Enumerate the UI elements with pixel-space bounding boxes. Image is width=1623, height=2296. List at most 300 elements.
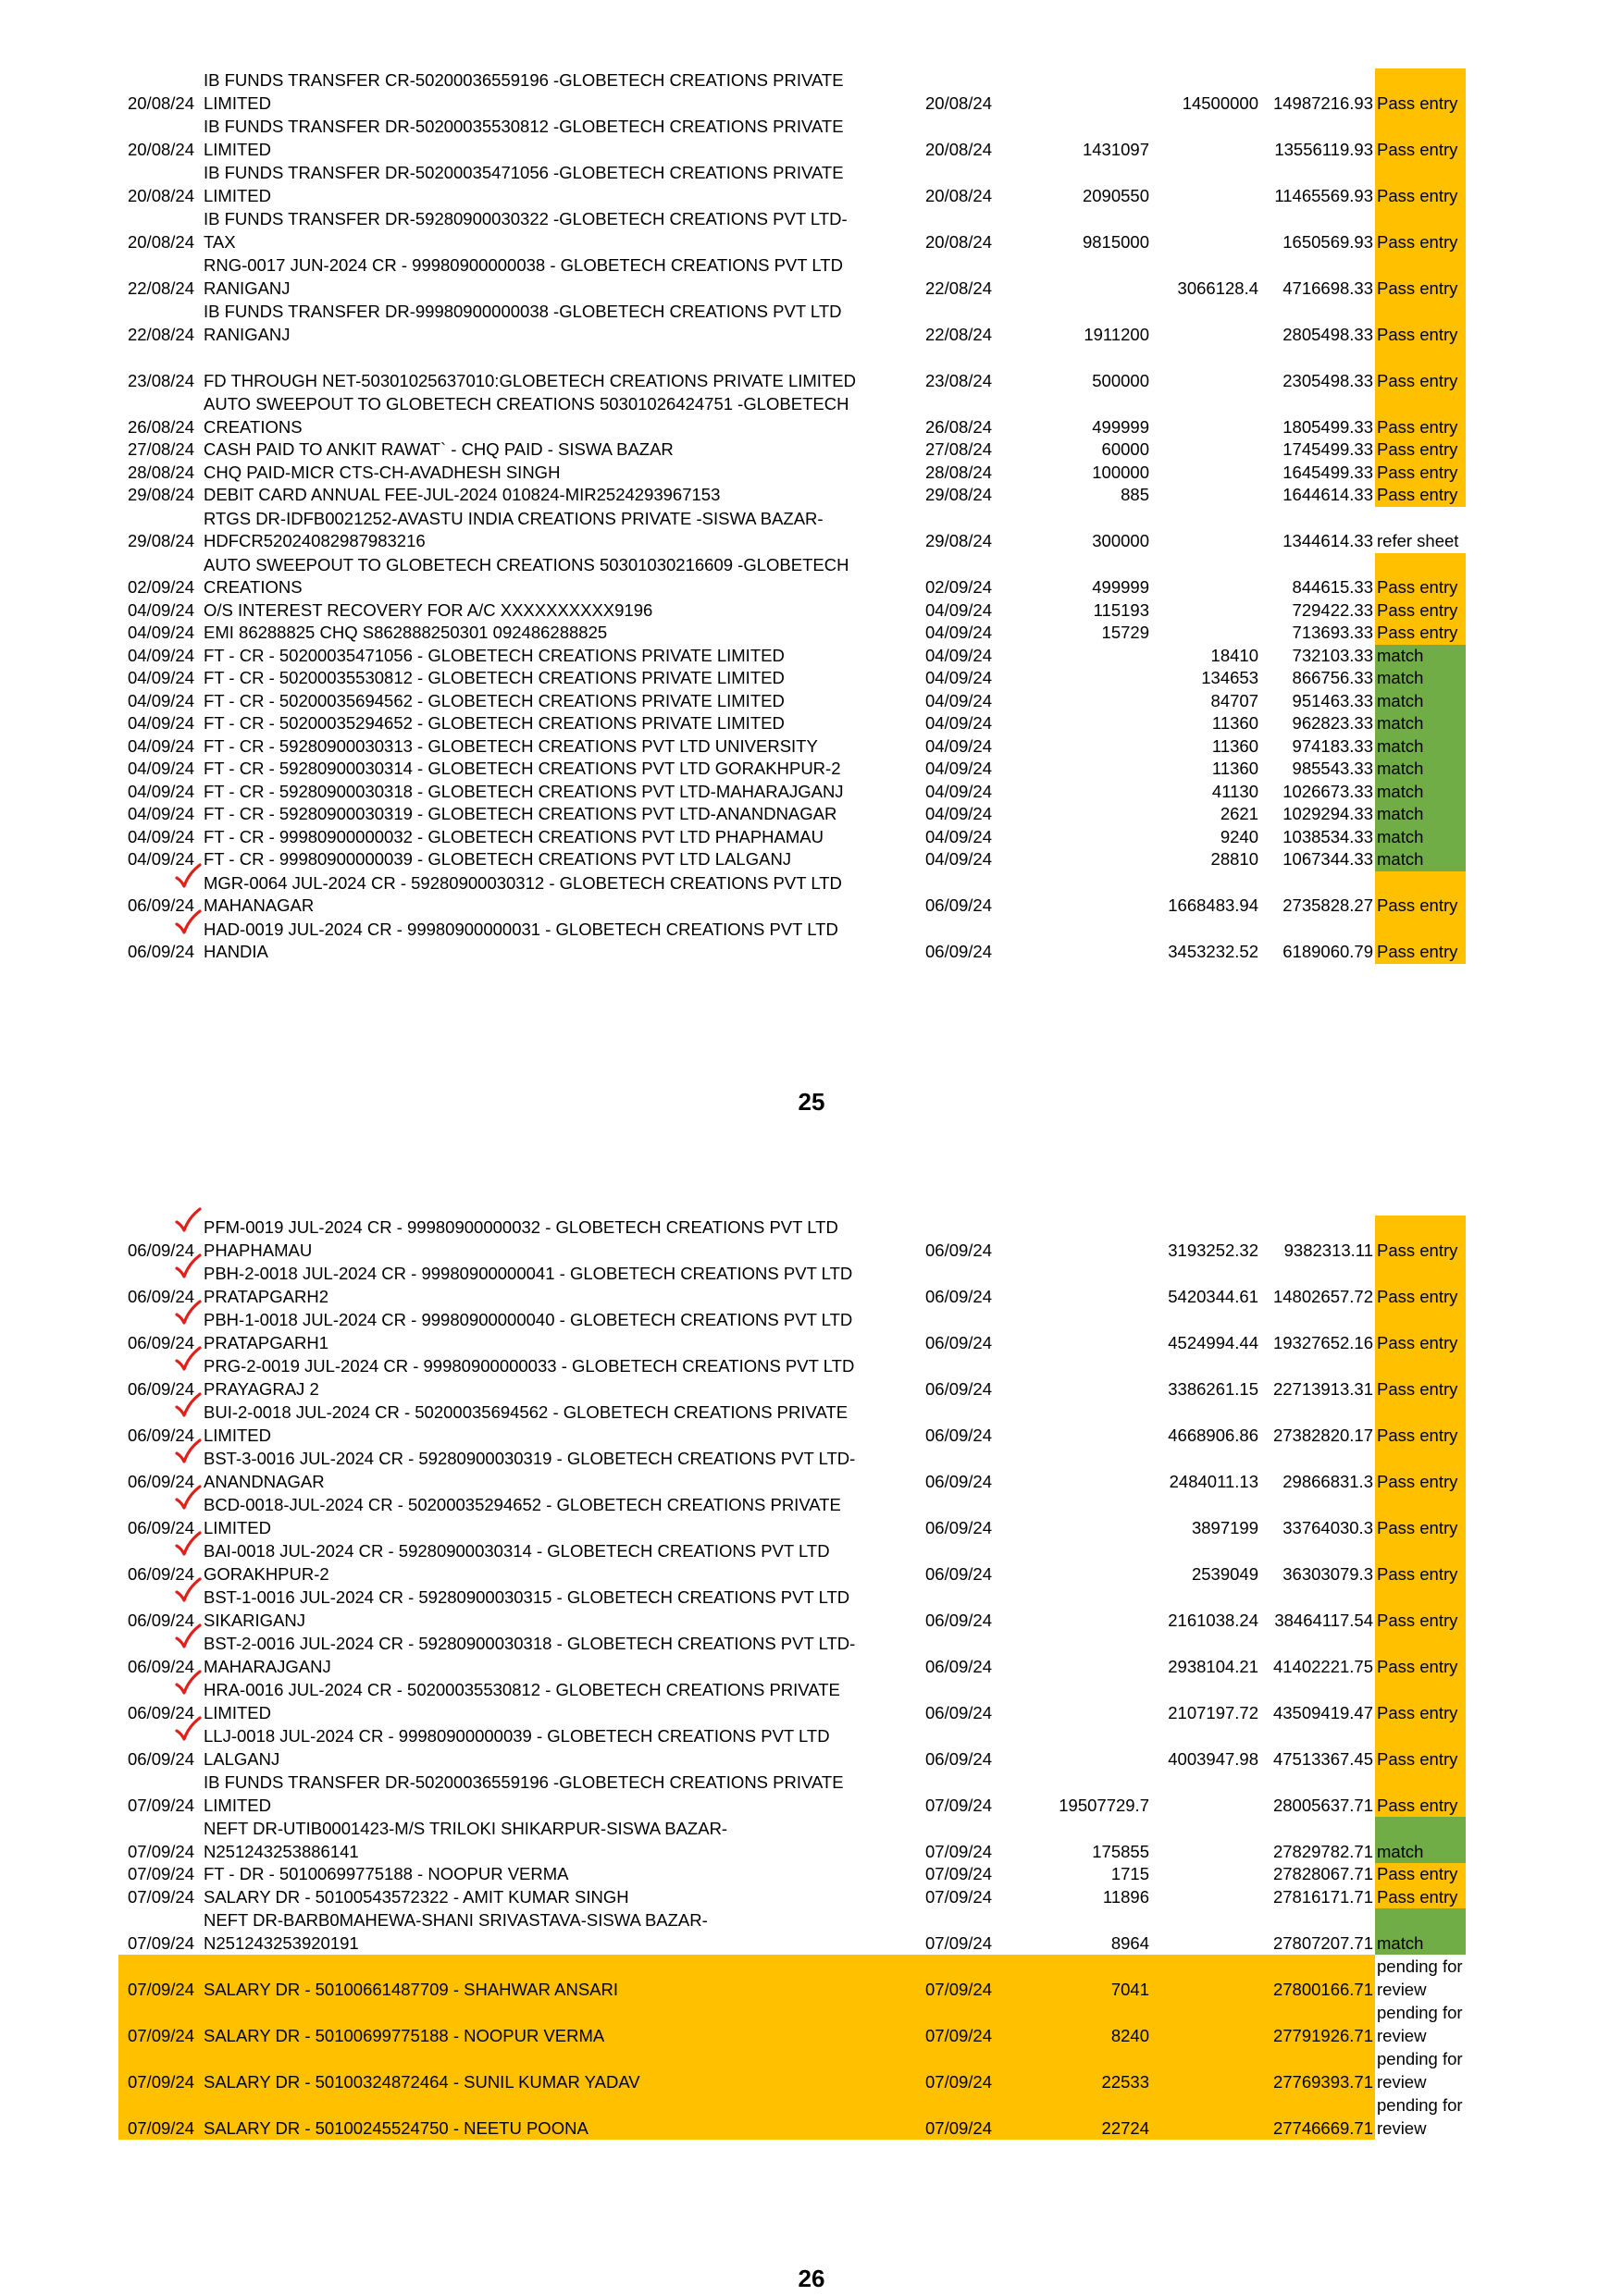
txn-description [204, 346, 1036, 392]
balance-amount: 11465569.93 [1274, 185, 1373, 205]
txn-description [204, 1724, 1036, 1771]
credit-amount [1149, 1795, 1258, 1818]
statement-row [118, 848, 1466, 871]
balance-amount: 43509419.47 [1272, 1702, 1373, 1722]
page-number: 26 [798, 2265, 825, 2292]
txn-description-line: IB FUNDS TRANSFER DR-50200035530812 -GLOBETECH CREATIONS PRIVATE [204, 117, 844, 136]
credit-amount [1149, 622, 1258, 645]
debit-amount: 2090550 [1082, 185, 1149, 205]
txn-date: 04/09/24 [127, 735, 194, 756]
statement-row [118, 161, 1466, 207]
status-label-line: pending for [1377, 2095, 1463, 2115]
status-label-line: review [1377, 2025, 1427, 2045]
statement-row [118, 712, 1466, 735]
status-label-line: Pass entry [1377, 185, 1458, 205]
status-label [1375, 392, 1466, 438]
status-label [1375, 1308, 1466, 1354]
debit-amount [1055, 781, 1149, 804]
statement-row [118, 253, 1466, 300]
value-date: 06/09/24 [925, 1656, 993, 1676]
balance-amount: 36303079.3 [1282, 1563, 1373, 1584]
value-date: 06/09/24 [925, 1471, 993, 1491]
value-date: 23/08/24 [925, 370, 993, 390]
status-label [1375, 300, 1466, 346]
txn-description [204, 735, 1036, 759]
value-date: 20/08/24 [925, 231, 993, 252]
txn-description-line: O/S INTEREST RECOVERY FOR A/C XXXXXXXXXX9196 [204, 599, 653, 620]
balance-amount: 974183.33 [1292, 735, 1373, 756]
txn-date: 06/09/24 [127, 1332, 194, 1352]
value-date: 27/08/24 [925, 439, 993, 459]
credit-amount: 2539049 [1191, 1563, 1258, 1584]
statement-row [118, 115, 1466, 161]
status-label [1375, 622, 1466, 645]
value-date: 06/09/24 [925, 1748, 993, 1769]
txn-description-line: CREATIONS [204, 416, 303, 437]
balance-amount: 33764030.3 [1282, 1517, 1373, 1537]
statement-row [118, 758, 1466, 781]
txn-description-line: IB FUNDS TRANSFER DR-59280900030322 -GLOBETECH CREATIONS PVT LTD- [204, 209, 848, 228]
txn-description [204, 918, 1036, 964]
value-date: 22/08/24 [925, 324, 993, 344]
debit-amount: 60000 [1101, 439, 1149, 459]
txn-description [204, 68, 1036, 115]
credit-amount: 3066128.4 [1177, 278, 1258, 298]
value-date: 29/08/24 [925, 531, 993, 550]
value-date: 04/09/24 [925, 599, 993, 620]
credit-amount: 2938104.21 [1168, 1656, 1258, 1676]
txn-description [204, 667, 1036, 690]
txn-description-line: HDFCR52024082987983216 [204, 531, 426, 550]
red-checkmark-icon [174, 1669, 202, 1697]
txn-description [204, 803, 1036, 826]
debit-amount: 7041 [1110, 1979, 1149, 1999]
status-label-line: Pass entry [1377, 1425, 1458, 1445]
txn-description [204, 392, 1036, 438]
status-label-line: Pass entry [1377, 1332, 1458, 1352]
txn-date: 07/09/24 [127, 2071, 194, 2092]
statement-row [118, 803, 1466, 826]
debit-amount [1055, 667, 1149, 690]
txn-description [204, 1908, 1036, 1955]
status-label-line: Pass entry [1377, 577, 1458, 597]
debit-amount [1055, 1702, 1149, 1725]
status-label-line: Pass entry [1377, 1864, 1458, 1883]
value-date: 07/09/24 [925, 2071, 993, 2092]
status-label [1375, 712, 1466, 735]
statement-row [118, 1447, 1466, 1493]
status-label [1375, 1908, 1466, 1955]
txn-description-line: FT - CR - 59280900030313 - GLOBETECH CREATIONS PVT LTD UNIVERSITY [204, 735, 818, 756]
credit-amount: 2161038.24 [1168, 1610, 1258, 1630]
statement-row [118, 1401, 1466, 1447]
txn-description [204, 645, 1036, 668]
debit-amount [1055, 1563, 1149, 1586]
value-date: 06/09/24 [925, 1702, 993, 1722]
balance-amount: 1344614.33 [1282, 531, 1373, 550]
txn-description-line: PBH-1-0018 JUL-2024 CR - 99980900000040 - GLOBETECH CREATIONS PVT LTD [204, 1310, 853, 1329]
txn-description [204, 712, 1036, 735]
statement-row [118, 781, 1466, 804]
debit-amount: 8964 [1110, 1932, 1149, 1953]
page-number: 25 [798, 1088, 825, 1116]
balance-amount: 27800166.71 [1272, 1979, 1373, 1999]
status-label [1375, 918, 1466, 964]
balance-amount: 19327652.16 [1272, 1332, 1373, 1352]
statement-row [118, 438, 1466, 462]
balance-amount: 866756.33 [1292, 668, 1373, 687]
credit-amount: 11360 [1211, 713, 1258, 733]
status-label [1375, 667, 1466, 690]
debit-amount [1055, 735, 1149, 759]
txn-date: 04/09/24 [127, 826, 194, 846]
txn-description-line: PRG-2-0019 JUL-2024 CR - 99980900000033 - GLOBETECH CREATIONS PVT LTD [204, 1356, 855, 1376]
status-label [1375, 758, 1466, 781]
txn-description [204, 690, 1036, 713]
credit-amount [1149, 462, 1258, 485]
status-label [1375, 253, 1466, 300]
balance-amount: 732103.33 [1292, 645, 1373, 665]
txn-description-line: IB FUNDS TRANSFER CR-50200036559196 -GLOBETECH CREATIONS PRIVATE [204, 70, 844, 90]
credit-amount [1149, 484, 1258, 507]
balance-amount: 1067344.33 [1282, 849, 1373, 869]
statement-row [118, 1771, 1466, 1817]
txn-description [204, 1401, 1036, 1447]
credit-amount: 4668906.86 [1168, 1425, 1258, 1445]
debit-amount: 499999 [1092, 416, 1149, 437]
statement-row [118, 507, 1466, 553]
txn-description [204, 253, 1036, 300]
txn-date: 04/09/24 [127, 690, 194, 710]
red-checkmark-icon [174, 1530, 202, 1558]
status-label-line: Pass entry [1377, 1610, 1458, 1630]
red-checkmark-icon [174, 1438, 202, 1465]
red-checkmark-icon [174, 908, 202, 936]
status-label [1375, 1216, 1466, 1262]
status-label-line: Pass entry [1377, 1286, 1458, 1306]
debit-amount: 499999 [1092, 577, 1149, 597]
balance-amount: 1805499.33 [1282, 416, 1373, 437]
status-label [1375, 507, 1466, 553]
debit-amount [1055, 758, 1149, 781]
debit-amount: 885 [1121, 485, 1149, 504]
txn-date: 06/09/24 [127, 1286, 194, 1306]
status-label [1375, 871, 1466, 918]
txn-description-line: N251243253886141 [204, 1841, 359, 1861]
txn-description [204, 848, 1036, 871]
status-label [1375, 1354, 1466, 1401]
txn-description-line: FT - CR - 50200035294652 - GLOBETECH CREATIONS PRIVATE LIMITED [204, 713, 785, 733]
debit-amount: 115193 [1093, 599, 1149, 620]
status-label [1375, 735, 1466, 759]
status-label [1375, 207, 1466, 253]
txn-description-line: SALARY DR - 50100543572322 - AMIT KUMAR SINGH [204, 1886, 629, 1907]
credit-amount [1149, 530, 1258, 553]
statement-row [118, 2047, 1466, 2093]
txn-description-line: BST-2-0016 JUL-2024 CR - 59280900030318 - GLOBETECH CREATIONS PVT LTD- [204, 1634, 856, 1653]
txn-description-line: HAD-0019 JUL-2024 CR - 99980900000031 - GLOBETECH CREATIONS PVT LTD [204, 919, 838, 939]
debit-amount: 1431097 [1082, 139, 1149, 159]
statement-row [118, 1908, 1466, 1955]
status-label [1375, 690, 1466, 713]
statement-row [118, 462, 1466, 485]
credit-amount: 2107197.72 [1168, 1702, 1258, 1722]
txn-description [204, 1886, 1036, 1909]
status-label [1375, 462, 1466, 485]
value-date: 06/09/24 [925, 1378, 993, 1399]
statement-row [118, 826, 1466, 849]
txn-description-line: NEFT DR-BARB0MAHEWA-SHANI SRIVASTAVA-SISWA BAZAR- [204, 1910, 708, 1930]
value-date: 07/09/24 [925, 1979, 993, 1999]
txn-description-line: MGR-0064 JUL-2024 CR - 59280900030312 - GLOBETECH CREATIONS PVT LTD [204, 872, 842, 893]
txn-date: 20/08/24 [127, 231, 194, 252]
credit-amount: 84707 [1210, 690, 1258, 710]
txn-description-line: HRA-0016 JUL-2024 CR - 50200035530812 - GLOBETECH CREATIONS PRIVATE [204, 1680, 840, 1699]
status-label [1375, 553, 1466, 599]
balance-amount: 27746669.71 [1272, 2117, 1373, 2138]
status-label [1375, 1539, 1466, 1586]
txn-description [204, 871, 1036, 918]
txn-date: 07/09/24 [127, 2117, 194, 2138]
credit-amount [1149, 185, 1258, 208]
txn-description-line: GORAKHPUR-2 [204, 1563, 329, 1584]
status-label [1375, 803, 1466, 826]
statement-row [118, 918, 1466, 964]
status-label-line: Pass entry [1377, 231, 1458, 252]
txn-description-line: PRAYAGRAJ 2 [204, 1378, 319, 1399]
txn-description [204, 1447, 1036, 1493]
credit-amount [1149, 324, 1258, 347]
credit-amount [1149, 2025, 1258, 2048]
txn-description-line: SALARY DR - 50100661487709 - SHAHWAR ANSARI [204, 1979, 618, 1999]
txn-date: 29/08/24 [127, 485, 194, 504]
debit-amount [1055, 1656, 1149, 1679]
credit-amount: 4524994.44 [1168, 1332, 1258, 1352]
status-label [1375, 161, 1466, 207]
txn-date: 04/09/24 [127, 781, 194, 801]
statement-row [118, 1308, 1466, 1354]
status-label [1375, 1886, 1466, 1909]
status-label [1375, 1262, 1466, 1308]
status-label [1375, 1493, 1466, 1539]
value-date: 20/08/24 [925, 139, 993, 159]
value-date: 04/09/24 [925, 804, 993, 823]
status-label-line: match [1377, 849, 1424, 869]
statement-row [118, 599, 1466, 623]
txn-description-line: FT - CR - 50200035530812 - GLOBETECH CREATIONS PRIVATE LIMITED [204, 668, 785, 687]
debit-amount [1055, 803, 1149, 826]
status-label-line: Pass entry [1377, 416, 1458, 437]
value-date: 06/09/24 [925, 1425, 993, 1445]
status-label-line: Pass entry [1377, 895, 1458, 915]
statement-row [118, 346, 1466, 392]
txn-description [204, 1863, 1036, 1886]
status-label-line: Pass entry [1377, 93, 1458, 113]
txn-date: 06/09/24 [127, 1378, 194, 1399]
balance-amount: 22713913.31 [1272, 1378, 1373, 1399]
txn-date: 04/09/24 [127, 599, 194, 620]
status-label-line: Pass entry [1377, 1240, 1458, 1260]
value-date: 06/09/24 [925, 1332, 993, 1352]
debit-amount [1055, 1378, 1149, 1401]
status-label-line: Pass entry [1377, 139, 1458, 159]
statement-row [118, 1539, 1466, 1586]
red-checkmark-icon [174, 1206, 202, 1234]
debit-amount: 500000 [1092, 370, 1149, 390]
txn-date: 20/08/24 [127, 93, 194, 113]
status-label-line: match [1377, 645, 1424, 665]
txn-description [204, 207, 1036, 253]
status-label-line: Pass entry [1377, 1702, 1458, 1722]
status-label-line: Pass entry [1377, 599, 1458, 620]
status-label-line: match [1377, 804, 1424, 823]
status-label [1375, 68, 1466, 115]
txn-description-line [204, 347, 1036, 370]
txn-date: 07/09/24 [127, 2025, 194, 2045]
txn-description-line: PRATAPGARH2 [204, 1286, 329, 1306]
txn-description-line: LIMITED [204, 93, 271, 113]
statement-row [118, 1493, 1466, 1539]
statement-table-page-25 [118, 68, 1466, 964]
debit-amount: 175855 [1092, 1841, 1149, 1861]
statement-row [118, 1955, 1466, 2001]
status-label-line: Pass entry [1377, 485, 1458, 504]
statement-row [118, 1886, 1466, 1909]
balance-amount: 1029294.33 [1282, 804, 1373, 823]
credit-amount [1149, 139, 1258, 162]
balance-amount: 27791926.71 [1272, 2025, 1373, 2045]
txn-date: 04/09/24 [127, 759, 194, 778]
txn-date: 06/09/24 [127, 1425, 194, 1445]
status-label-line: Pass entry [1377, 1517, 1458, 1537]
txn-description [204, 484, 1036, 507]
balance-amount: 2805498.33 [1282, 324, 1373, 344]
debit-amount [1055, 941, 1149, 964]
txn-description-line: LLJ-0018 JUL-2024 CR - 99980900000039 - GLOBETECH CREATIONS PVT LTD [204, 1726, 830, 1746]
txn-date: 23/08/24 [127, 370, 194, 390]
value-date: 04/09/24 [925, 713, 993, 733]
status-label-line: Pass entry [1377, 1795, 1458, 1815]
status-label [1375, 1771, 1466, 1817]
txn-date: 04/09/24 [127, 623, 194, 642]
statement-row [118, 2001, 1466, 2047]
status-label-line: pending for [1377, 2049, 1463, 2068]
txn-description [204, 300, 1036, 346]
balance-amount: 985543.33 [1292, 759, 1373, 778]
statement-row [118, 735, 1466, 759]
statement-row [118, 1632, 1466, 1678]
statement-row [118, 667, 1466, 690]
value-date: 04/09/24 [925, 826, 993, 846]
balance-amount: 27769393.71 [1272, 2071, 1373, 2092]
debit-amount [1055, 1332, 1149, 1355]
debit-amount [1055, 848, 1149, 871]
txn-date: 06/09/24 [127, 1471, 194, 1491]
status-label [1375, 599, 1466, 623]
balance-amount: 951463.33 [1292, 690, 1373, 710]
txn-date: 07/09/24 [127, 1979, 194, 1999]
txn-description [204, 1678, 1036, 1724]
value-date: 04/09/24 [925, 690, 993, 710]
debit-amount [1055, 1286, 1149, 1309]
status-label [1375, 346, 1466, 392]
statement-row [118, 392, 1466, 438]
debit-amount [1055, 1610, 1149, 1633]
txn-description [204, 1771, 1036, 1817]
balance-amount: 27829782.71 [1272, 1841, 1373, 1861]
status-label-line: Pass entry [1377, 370, 1458, 390]
value-date: 06/09/24 [925, 1517, 993, 1537]
statement-row [118, 871, 1466, 918]
red-checkmark-icon [174, 1623, 202, 1650]
txn-description [204, 553, 1036, 599]
txn-date: 06/09/24 [127, 1240, 194, 1260]
txn-description-line: NEFT DR-UTIB0001423-M/S TRILOKI SHIKARPUR-SISWA BAZAR- [204, 1819, 728, 1838]
balance-amount: 2305498.33 [1282, 370, 1373, 390]
status-label [1375, 1632, 1466, 1678]
balance-amount: 14802657.72 [1272, 1286, 1373, 1306]
credit-amount: 11360 [1211, 759, 1258, 778]
value-date: 07/09/24 [925, 1864, 993, 1883]
status-label [1375, 848, 1466, 871]
status-label [1375, 1586, 1466, 1632]
status-label-line: pending for [1377, 1957, 1463, 1976]
txn-description [204, 2093, 1036, 2140]
balance-amount: 1650569.93 [1282, 231, 1373, 252]
credit-amount: 3193252.32 [1168, 1240, 1258, 1260]
txn-description [204, 1308, 1036, 1354]
credit-amount [1149, 576, 1258, 599]
balance-amount: 729422.33 [1292, 599, 1373, 620]
value-date: 06/09/24 [925, 1610, 993, 1630]
balance-amount: 47513367.45 [1272, 1748, 1373, 1769]
debit-amount: 1715 [1110, 1864, 1149, 1883]
debit-amount [1055, 278, 1149, 301]
status-label [1375, 2047, 1466, 2093]
txn-date: 27/08/24 [127, 439, 194, 459]
txn-description-line: LIMITED [204, 1425, 271, 1445]
txn-date: 07/09/24 [127, 1886, 194, 1907]
status-label-line: match [1377, 713, 1424, 733]
txn-description-line: LIMITED [204, 1517, 271, 1537]
status-label-line: Pass entry [1377, 1886, 1458, 1907]
txn-date: 04/09/24 [127, 713, 194, 733]
txn-description [204, 758, 1036, 781]
txn-description-line: SALARY DR - 50100245524750 - NEETU POONA [204, 2117, 588, 2138]
balance-amount: 28005637.71 [1272, 1795, 1373, 1815]
status-label [1375, 645, 1466, 668]
debit-amount: 100000 [1092, 462, 1149, 482]
value-date: 06/09/24 [925, 1240, 993, 1260]
balance-amount: 2735828.27 [1282, 895, 1373, 915]
status-label [1375, 2093, 1466, 2140]
balance-amount: 713693.33 [1292, 623, 1373, 642]
credit-amount [1149, 1863, 1258, 1886]
txn-description-line: MAHANAGAR [204, 895, 315, 915]
txn-description-line: RTGS DR-IDFB0021252-AVASTU INDIA CREATIONS PRIVATE -SISWA BAZAR- [204, 508, 824, 528]
status-label [1375, 1401, 1466, 1447]
credit-amount [1149, 1886, 1258, 1909]
txn-description [204, 1817, 1036, 1863]
status-label [1375, 438, 1466, 462]
balance-amount: 1644614.33 [1282, 485, 1373, 504]
statement-row [118, 622, 1466, 645]
debit-amount: 1911200 [1084, 324, 1149, 344]
credit-amount [1149, 231, 1258, 254]
txn-date: 22/08/24 [127, 278, 194, 298]
txn-date: 06/09/24 [127, 1748, 194, 1769]
status-label [1375, 1817, 1466, 1863]
